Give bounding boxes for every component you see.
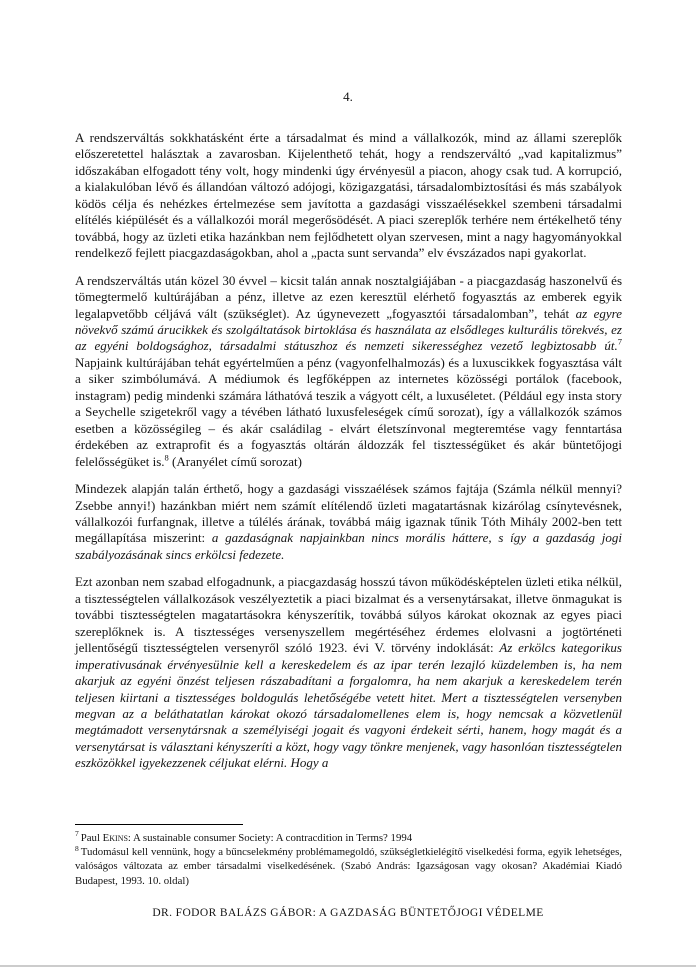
footnote (75, 845, 622, 888)
footnote-reference: 8 (164, 452, 169, 463)
paragraph (75, 481, 622, 563)
footnote-marker: 8 (75, 843, 79, 853)
text-run-normal: Tudomásul kell vennünk, hogy a bűncselekmény problémamegoldó, szükségletkielégítő viselkedési forma, egyik lehetséges, valóságos változata az ember társadalmi viselkedésének. (Szabó András: Igazságosan vagy okosan? Akadémiai Kiadó Budapest, 1993. 10. oldal) (75, 846, 622, 887)
text-run-smallcaps: Ekins (102, 832, 128, 844)
page-footer-title: DR. FODOR BALÁZS GÁBOR: A GAZDASÁG BÜNTETŐJOGI VÉDELME (152, 907, 544, 919)
body-paragraphs (75, 130, 622, 783)
text-run-normal: Paul (80, 832, 103, 844)
text-run-italic: az egyre növekvő számú árucikkek és szolgáltatások birtoklása és használata az elsődleges kulturális törekvés, ez az egyéni boldogsághoz, társadalmi státuszhoz és nemzeti sikerességhez vezető legbiztosabb út. (75, 305, 622, 354)
paragraph (75, 273, 622, 470)
text-run-normal: : A sustainable consumer Society: A contracdition in Terms? 1994 (127, 832, 413, 844)
footnote-reference: 7 (617, 337, 622, 348)
footnote-area (75, 824, 622, 888)
footnote-separator (75, 824, 243, 825)
text-run-italic: Az erkölcs kategorikus imperativusának érvényesülnie kell a kereskedelem és az ipar terén lezajló küzdelemben is, ha nem akarjuk az egyéni önzést teljesen rászabadítani a forgalomra, ha nem akarjuk a kereskedelem terén teljesen kiirtani a tisztességes boldogulás lehetőségébe vetett hitet. Mert a tisztességtelen versenyben megvan az a beláthatatlan károkat okozó társadalomellenes elem is, hogy nemcsak a közvetlenül megtámadott versenytársnak a személyiségi jogait és vagyoni érdekeit sérti, hanem, hogy magát és a versenytársat is választani kényszeríti a közt, hogy vagy tönkre menjenek, vagy hasonlóan tisztességtelen eszközökkel igyekezzenek céljukat elérni. Hogy a (75, 640, 622, 771)
text-run-italic: a gazdaságnak napjainkban nincs morális háttere, s így a gazdaság jogi szabályozásának sincs erkölcsi fedezete. (75, 530, 622, 562)
paragraph (75, 130, 622, 262)
text-run-normal: A rendszerváltás sokkhatásként érte a társadalmat és mind a vállalkozók, mind az állami szereplők előszeretettel halásztak a zavarosban. Kijelenthető tehát, hogy a rendszerváltó „vad kapitalizmus” időszakában elfogadott tény volt, hogy mindenki úgy érvényesül a piacon, ahogy csak tud. A korrupció, a kialakulóban lévő és állandóan változó adójogi, közigazgatási, társadalombiztosítási és más szabályok ködös célja és nehézkes értelmezése sem javította a gazdasági visszaélésekkel szembeni társadalmi elítélés kiépülését és a vállalkozói morál megerősödését. A piaci szereplők terhére nem értékelhető tény továbbá, hogy az üzleti etika hazánkban nem fejlődhetett olyan szervesen, mint a nagy hagyományokkal rendelkező fejlett piacgazdaságokban, ahol a „pacta sunt servanda” elv évszázados napi gyakorlat. (75, 130, 622, 261)
text-run-normal: Ezt azonban nem szabad elfogadnunk, a piacgazdaság hosszú távon működésképtelen üzleti etika nélkül, a tisztességtelen vállalkozások veszélyeztetik a piaci bizalmat és a versenytársakat, illetve önmagukat is további tisztességtelen magatartásokra kényszerítik, továbbá súlyos károkat okoznak az egyes piaci szereplőknek is. A tisztességes versenyszellem megértéséhez érdemes elolvasni a jogtörténeti jellentőségű tisztességtelen versenyről szóló 1923. évi V. törvény indoklását: (75, 574, 622, 656)
paragraph (75, 574, 622, 771)
text-run-normal: (Aranyélet című sorozat) (168, 453, 302, 469)
footnote (75, 831, 622, 845)
text-run-normal: Mindezek alapján talán érthető, hogy a gazdasági visszaélések számos fajtája (Számla nélkül mennyi? Zsebbe annyi!) hazánkban miért nem számít elítélendő üzleti magatartásnak kizárólag csínytevésnek, vállalkozói furfangnak, illetve a túlélés árának, továbbá máig igaznak tűnik Tóth Mihály 2002-ben tett megállapítása miszerint: (75, 481, 622, 546)
footnote-marker: 7 (75, 829, 79, 839)
footnote-list (75, 831, 622, 888)
page-number: 4. (343, 89, 353, 104)
text-run-normal: Napjaink kultúrájában tehát egyértelműen a pénz (vagyonfelhalmozás) és a luxuscikkek fogyasztása vált a siker szimbólumává. A médiumok és legfőképpen az internetes közösségi portálok (facebook, instagram) pedig mindenki számára láthatóvá teszik a vágyott célt, a luxuséletet. (Például egy insta story a Seychelle szigetekről vagy a tévében látható luxusfeleségek című sorozat), így a vállalkozók számos esetben a közösségileg – és akár családilag - elvárt életszínvonal megteremtése vagy fenntartása érdekében az extraprofit és a fogyasztás oltárán áldozzák fel tisztességüket és akár büntetőjogi felelősségüket is. (75, 354, 622, 469)
text-run-normal: A rendszerváltás után közel 30 évvel – kicsit talán annak nosztalgiájában - a piacgazdaság haszonelvű és tömegtermelő kultúrájában a pénz, illetve az ezen keresztül elérhető fogyasztás az emberek egyik legalapvetőbb céljává vált (szükséglet). Az úgynevezett „fogyasztói társadalomban”, tehát (75, 272, 622, 321)
